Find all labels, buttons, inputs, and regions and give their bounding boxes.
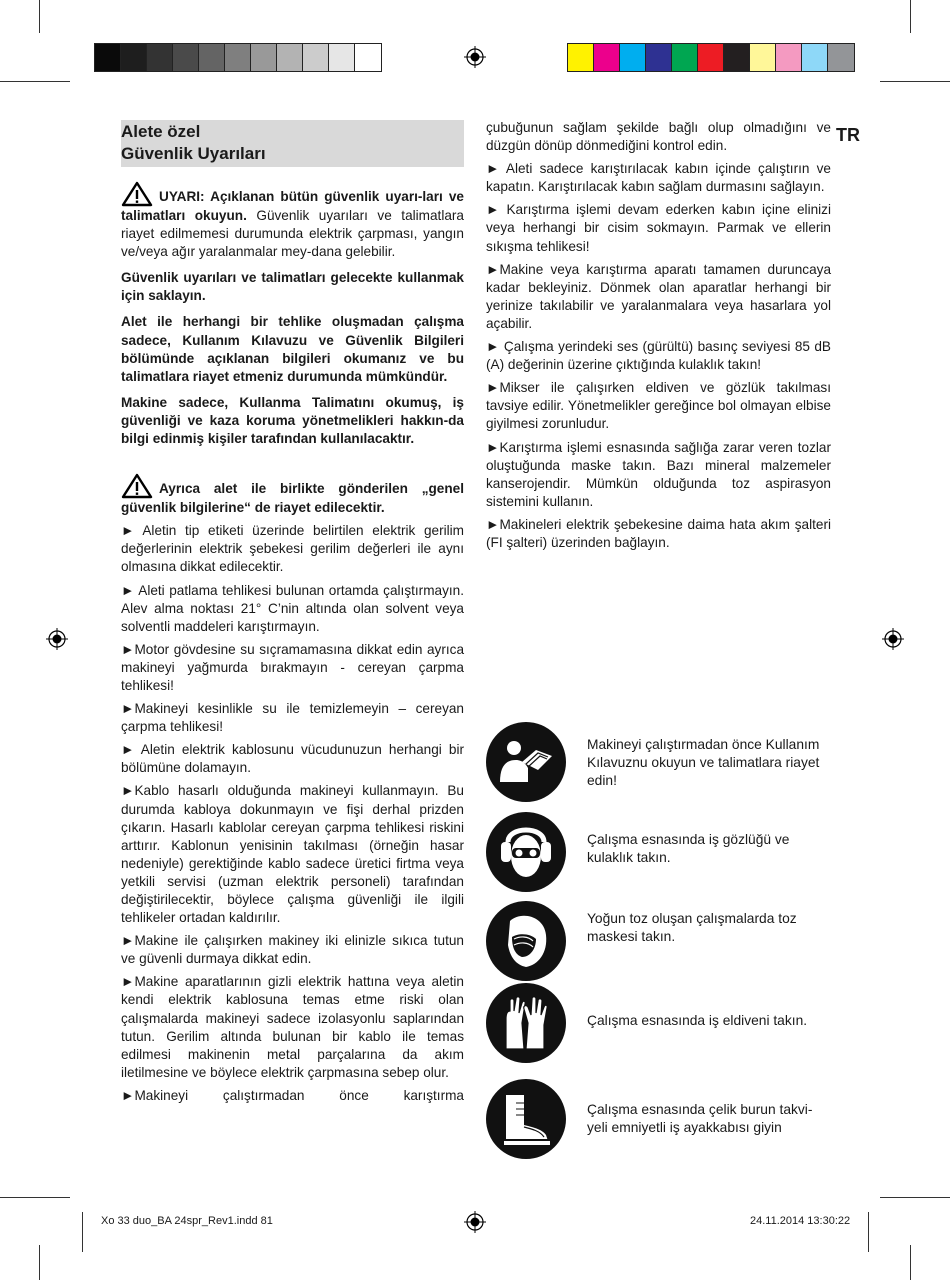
list-item: ► Aleti patlama tehlikesi bulunan ortamda çalıştırmayın. Alev alma noktası 21° C’nin altında olan solvent veya solventli maddeleri karıştırmayın. xyxy=(121,582,464,634)
warning-triangle-icon xyxy=(121,181,153,207)
color-swatch xyxy=(646,44,672,71)
warning-text: Güvenlik uyarıları ve talimatlara riayet edilmemesi durumunda elektrik çarpması, yangın ve/veya ağır yaralanmalar mey-dana gelebilir. xyxy=(121,208,464,260)
footer-datetime: 24.11.2014 13:30:22 xyxy=(750,1215,851,1227)
color-swatch xyxy=(724,44,750,71)
list-item: ►Kablo hasarlı olduğunda makineyi kullanmayın. Bu durumda kabloya dokunmayın ve fişi derhal prizden çıkarın. Hasarlı kablolar cereyan çarpma tehlikesi riskini arttırır. Kablonun yenisinin takılması (örneğin hasar nedeniyle) gerektiğinde kablo sadece üretici firtma veya yetkili servisi (uzman elektrik personeli) tarafından değiştirilecektir, böylece çalışma güvenliği ile ilgili tehlikeler ortadan kaldırılır. xyxy=(121,783,464,926)
grey-swatch xyxy=(355,44,381,71)
crop-mark xyxy=(868,1212,869,1252)
list-item: ►Makine ile çalışırken makiney iki elinizle sıkıca tutun ve güvenli durmaya dikkat edin. xyxy=(121,933,464,967)
authorized-users-text: Makine sadece, Kullanma Talimatını okumuş, iş güvenliği ve kaza koruma yönetmelikleri hakkın-da bilgi edinmiş kişiler tarafından kullanılacaktır. xyxy=(121,394,464,447)
goggles-earmuffs-icon xyxy=(486,812,566,892)
safety-boot-icon xyxy=(486,1079,566,1159)
list-item: ►Mikser ile çalışırken eldiven ve gözlük takılması tavsiye edilir. Yönetmelikler gereğince bol olmayan elbise giyilmesi zorunludur. xyxy=(486,380,831,432)
list-item: ►Makineleri elektrik şebekesine daima hata akım şalteri (FI şalteri) üzerinden bağlayın. xyxy=(486,516,831,550)
list-item: ►Makine veya karıştırma aparatı tamamen duruncaya kadar bekleyiniz. Dönmek olan aparatlar herhangi bir yerinize takılabilir ve yaralanmalara veya hasarlara yol açabilir. xyxy=(486,261,831,331)
warning-bold-text: UYARI: Açıklanan bütün güvenlik uyarı-ları ve talimatları okuyun. xyxy=(121,189,464,223)
color-swatch xyxy=(620,44,646,71)
crop-mark xyxy=(0,1197,70,1198)
list-item: ► Çalışma yerindeki ses (gürültü) basınç seviyesi 85 dB (A) değerinin üzerine çıktığında kulaklık takın! xyxy=(486,339,831,373)
symbol-caption: Yoğun toz oluşan çalışmalarda toz maskesi takın. xyxy=(587,911,797,944)
color-swatch xyxy=(828,44,854,71)
warning-paragraph xyxy=(121,181,464,261)
symbol-caption: Çalışma esnasında iş eldiveni takın. xyxy=(587,1013,808,1028)
registration-mark-icon xyxy=(882,628,904,650)
dust-mask-icon xyxy=(486,901,566,981)
grey-swatch xyxy=(199,44,225,71)
color-swatch xyxy=(750,44,776,71)
crop-mark xyxy=(0,81,70,82)
crop-mark xyxy=(880,81,950,82)
gloves-icon xyxy=(486,983,566,1063)
grey-swatch xyxy=(147,44,173,71)
safe-operation-text: Alet ile herhangi bir tehlike oluşmadan çalışma sadece, Kullanım Kılavuzu ve Güvenlik Bilgileri bölümünde açıklanan bilgileri okumanız ve bu talimatlara riayet etmeniz durumunda mümkündür. xyxy=(121,314,464,384)
right-column xyxy=(486,119,831,557)
grey-swatch xyxy=(225,44,251,71)
crop-mark xyxy=(39,0,40,33)
color-swatch xyxy=(568,44,594,71)
grey-swatch xyxy=(95,44,121,71)
grey-swatch xyxy=(303,44,329,71)
read-manual-icon xyxy=(486,722,566,802)
color-swatch xyxy=(594,44,620,71)
crop-mark xyxy=(910,1245,911,1280)
crop-mark xyxy=(880,1197,950,1198)
list-item: ►Makineyi kesinlikle su ile temizlemeyin – cereyan çarpma tehlikesi! xyxy=(121,701,464,735)
warning-triangle-icon xyxy=(121,473,153,499)
list-item: ► Aletin elektrik kablosunu vücudunuzun herhangi bir bölümüne dolamayın. xyxy=(121,742,464,776)
color-calibration-bar xyxy=(567,43,855,72)
symbol-caption: Çalışma esnasında çelik burun takvi-yeli emniyetli iş ayakkabısı giyin xyxy=(587,1102,813,1135)
left-column xyxy=(121,120,464,1110)
language-tab: TR xyxy=(836,125,860,145)
footer-filename: Xo 33 duo_BA 24spr_Rev1.indd 81 xyxy=(101,1215,273,1227)
grey-calibration-bar xyxy=(94,43,382,72)
grey-swatch xyxy=(121,44,147,71)
grey-swatch xyxy=(277,44,303,71)
list-item: ►Karıştırma işlemi esnasında sağlığa zarar veren tozlar oluştuğunda maske takın. Bazı mineral malzemeler kanserojendir. Mümkün olduğunda toz aspirasyon sistemini kullanın. xyxy=(486,439,831,509)
list-item: ►Makineyi çalıştırmadan önce karıştırma xyxy=(121,1087,464,1103)
crop-mark xyxy=(39,1245,40,1280)
general-safety-text: Ayrıca alet ile birlikte gönderilen „genel güvenlik bilgilerine“ de riayet edilecektir. xyxy=(121,481,464,516)
general-safety-note xyxy=(121,473,464,517)
grey-swatch xyxy=(251,44,277,71)
keep-instructions-text: Güvenlik uyarıları ve talimatları gelecekte kullanmak için saklayın. xyxy=(121,270,464,304)
crop-mark xyxy=(82,1212,83,1252)
list-item: çubuğunun sağlam şekilde bağlı olup olmadığını ve düzgün dönüp dönmediğini kontrol edin. xyxy=(486,120,831,154)
list-item: ►Motor gövdesine su sıçramamasına dikkat edin ayrıca makineyi yağmurda bırakmayın - cereyan çarpma tehlikesi! xyxy=(121,641,464,693)
list-item: ►Makine aparatlarının gizli elektrik hattına veya aletin kendi elektrik kablosuna temas etme riski olan çalışmalarda makineyi sadece izolasyonlu saplarından tutun. Gerilim altında bulunan bir kablo ile temas edilmesi makinenin metal parçalarına da akım iletilmesine ve böylece elektrik çarpmasına sebep olur. xyxy=(121,974,464,1080)
color-swatch xyxy=(672,44,698,71)
registration-mark-icon xyxy=(464,46,486,68)
symbol-caption: Çalışma esnasında iş gözlüğü ve kulaklık takın. xyxy=(587,832,790,865)
symbol-caption: Makineyi çalıştırmadan önce Kullanım Kılavuznu okuyun ve talimatlara riayet edin! xyxy=(587,737,820,788)
crop-mark xyxy=(910,0,911,33)
grey-swatch xyxy=(173,44,199,71)
registration-mark-icon xyxy=(46,628,68,650)
color-swatch xyxy=(802,44,828,71)
list-item: ► Karıştırma işlemi devam ederken kabın içine elinizi veya herhangi bir cisim sokmayın. Parmak ve ellerin sıkışma tehlikesi! xyxy=(486,202,831,254)
list-item: ► Aletin tip etiketi üzerinde belirtilen elektrik gerilim değerlerinin elektrik şebekesi gerilim değerleri ile aynı olmasına dikkat edilecektir. xyxy=(121,523,464,575)
list-item: ► Aleti sadece karıştırılacak kabın içinde çalıştırın ve kapatın. Karıştırılacak kabın sağlam durmasını sağlayın. xyxy=(486,161,831,195)
registration-mark-icon xyxy=(464,1211,486,1233)
color-swatch xyxy=(776,44,802,71)
heading-line-1: Alete özel xyxy=(121,122,201,141)
section-heading xyxy=(121,120,464,167)
grey-swatch xyxy=(329,44,355,71)
color-swatch xyxy=(698,44,724,71)
heading-line-2: Güvenlik Uyarıları xyxy=(121,144,266,163)
